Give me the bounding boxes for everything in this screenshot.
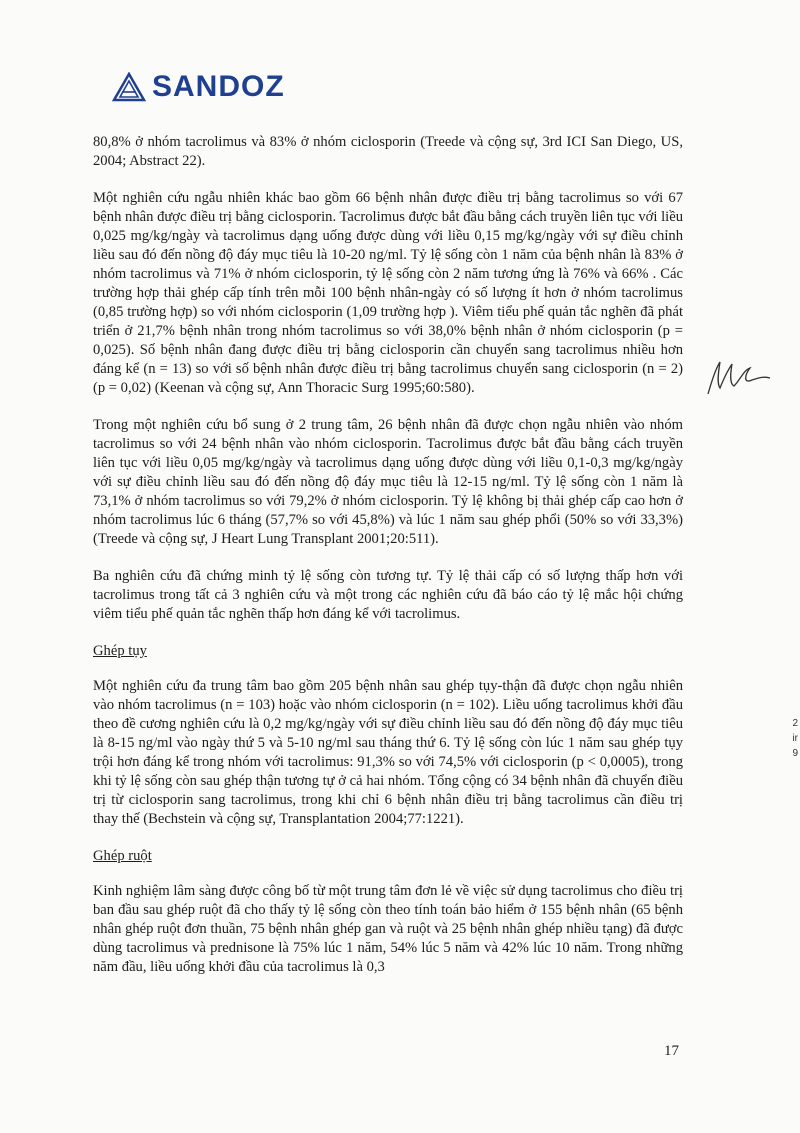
paragraph: Kinh nghiệm lâm sàng được công bố từ một trung tâm đơn lẻ về việc sử dụng tacrolimus cho điều trị ban đầu sau ghép ruột đã cho thấy tỷ lệ sống còn theo tính toán bảo hiểm ở 155 bệnh nhân (65 bệnh nhân ghép ruột đơn thuần, 75 bệnh nhân ghép gan và ruột và 25 bệnh nhân ghép nhiều tạng) đã được dùng tacrolimus và prednisone là 75% lúc 1 năm, 54% lúc 5 năm và 42% lúc 10 năm. Trong những năm đầu, liều uống khởi đầu của tacrolimus là 0,3 xyxy=(93,883,683,975)
section-heading-pancreas: Ghép tụy xyxy=(93,643,147,659)
handwritten-signature xyxy=(704,350,774,400)
paragraph: Trong một nghiên cứu bổ sung ở 2 trung tâm, 26 bệnh nhân đã được chọn ngẫu nhiên vào nhóm tacrolimus so với 24 bệnh nhân vào nhóm ciclosporin. Tacrolimus được bắt đầu bằng cách truyền liên tục với liều 0,05 mg/kg/ngày và tacrolimus dạng uống được dùng với liều 0,1-0,3 mg/kg/ngày với sự điều chỉnh liều sau đó đến nồng độ đáy mục tiêu là 12-15 ng/ml. Tỷ lệ sống còn 1 năm là 73,1% ở nhóm tacrolimus so với 79,2% ở nhóm ciclosporin. Tỷ lệ không bị thải ghép cấp cao hơn ở nhóm tacrolimus lúc 6 tháng (57,7% so với 45,8%) và lúc 1 năm sau ghép phổi (50% so với 33,3%) (Treede và cộng sự, J Heart Lung Transplant 2001;20:511). xyxy=(93,417,683,547)
document-body xyxy=(93,133,683,995)
section-heading-intestine: Ghép ruột xyxy=(93,848,152,864)
edge-mark: 9 xyxy=(792,748,798,759)
paragraph: 80,8% ở nhóm tacrolimus và 83% ở nhóm ciclosporin (Treede và cộng sự, 3rd ICI San Diego, US, 2004; Abstract 22). xyxy=(93,134,683,169)
paragraph: Một nghiên cứu đa trung tâm bao gồm 205 bệnh nhân sau ghép tụy-thận đã được chọn ngẫu nhiên vào nhóm tacrolimus (n = 103) hoặc vào nhóm ciclosporin (n = 102). Liều uống tacrolimus khởi đầu theo đề cương nghiên cứu là 0,2 mg/kg/ngày với sự điều chỉnh liều sau đó đến nồng độ đáy mục tiêu là 8-15 ng/ml vào ngày thứ 5 và 5-10 ng/ml sau tháng thứ 6. Tỷ lệ sống còn lúc 1 năm sau ghép tụy trội hơn đáng kể trong nhóm với tacrolimus: 91,3% so với 74,5% với ciclosporin (p < 0,0005), trong khi tỷ lệ sống còn sau ghép thận tương tự ở cả hai nhóm. Tổng cộng có 34 bệnh nhân đã chuyển điều trị từ ciclosporin sang tacrolimus, trong khi chỉ 6 bệnh nhân điều trị bằng tacrolimus cần điều trị thay thế (Bechstein và cộng sự, Transplantation 2004;77:1221). xyxy=(93,678,683,827)
edge-mark: 2 xyxy=(792,718,798,729)
brand-name: SANDOZ xyxy=(152,70,285,103)
edge-mark: ir xyxy=(792,733,798,744)
sandoz-triangle-icon xyxy=(112,72,146,102)
paragraph: Một nghiên cứu ngẫu nhiên khác bao gồm 66 bệnh nhân được điều trị bằng tacrolimus so với 67 bệnh nhân được điều trị bằng ciclosporin. Tacrolimus được bắt đầu bằng cách truyền liên tục với liều 0,025 mg/kg/ngày và tacrolimus dạng uống được dùng với liều 0,15 mg/kg/ngày với sự điều chỉnh liều sau đó đến nồng độ đáy mục tiêu là 10-20 ng/ml. Tỷ lệ sống còn 1 năm của bệnh nhân là 83% ở nhóm tacrolimus và 71% ở nhóm ciclosporin, tỷ lệ sống còn 2 năm tương ứng là 76% và 66% . Các trường hợp thải ghép cấp tính trên mỗi 100 bệnh nhân-ngày có số lượng ít hơn ở nhóm tacrolimus (0,85 trường hợp) so với nhóm ciclosporin (1,09 trường hợp ). Viêm tiểu phế quản tắc nghẽn đã phát triển ở 21,7% bệnh nhân trong nhóm tacrolimus so với 38,0% bệnh nhân ở nhóm ciclosporin (p = 0,025). Số bệnh nhân đang được điều trị bằng ciclosporin cần chuyển sang tacrolimus nhiều hơn đáng kể (n = 13) so với số bệnh nhân được điều trị bằng tacrolimus chuyển sang ciclosporin (n = 2) (p = 0,02) (Keenan và cộng sự, Ann Thoracic Surg 1995;60:580). xyxy=(93,190,683,396)
paragraph: Ba nghiên cứu đã chứng minh tỷ lệ sống còn tương tự. Tỷ lệ thải cấp có số lượng thấp hơn với tacrolimus trong tất cả 3 nghiên cứu và một trong các nghiên cứu đã báo cáo tỷ lệ mắc hội chứng viêm tiểu phế quản tắc nghẽn thấp hơn đáng kể với tacrolimus. xyxy=(93,568,683,622)
sandoz-logo xyxy=(112,70,285,104)
page-number: 17 xyxy=(664,1043,679,1059)
